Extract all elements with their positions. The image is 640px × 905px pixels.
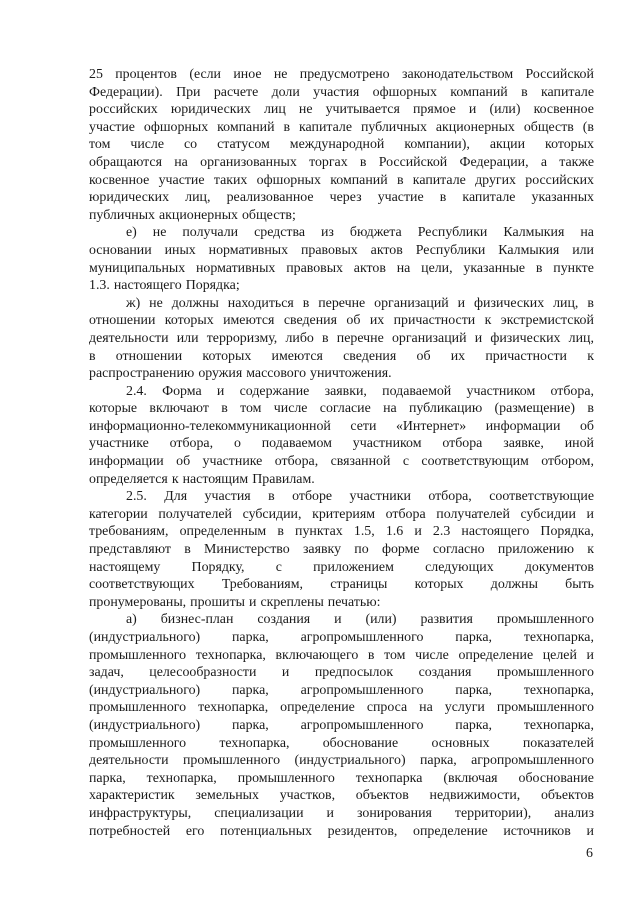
text-line: настоящему Порядку, с приложением следующих документов (89, 559, 594, 575)
text-line: 2.5. Для участия в отборе участники отбора, соответствующие (126, 489, 594, 505)
text-line: представляют в Министерство заявку по форме согласно приложению к (89, 542, 594, 558)
text-line: Федерации). При расчете доли участия офшорных компаний в капитале (89, 84, 594, 100)
text-line: том числе со статусом международной компании), акции которых (89, 137, 594, 153)
text-line: (индустриального) парка, агропромышленного парка, технопарка, (89, 630, 594, 645)
text-line: обращаются на организованных торгах в Российской Федерации, а также (89, 154, 594, 170)
text-line: 1.3. настоящего Порядка; (89, 278, 240, 294)
text-line: муниципальных нормативных правовых актов на цели, указанные в пункте (89, 260, 594, 276)
text-line: пронумерованы, прошиты и скреплены печатью: (89, 594, 381, 610)
text-line: определяется к настоящим Правилам. (89, 471, 315, 487)
text-line: соответствующих Требованиям, страницы которых должны быть (89, 577, 594, 593)
text-line: задач, целесообразности и предпосылок создания промышленного (89, 665, 594, 681)
text-line: а) бизнес-план создания и (или) развития промышленного (126, 612, 594, 628)
text-line: участнике отбора, о подаваемом участником отбора заявке, иной (89, 436, 594, 452)
text-line: требованиям, определенным в пунктах 1.5, 1.6 и 2.3 настоящего Порядка, (89, 524, 594, 540)
page-number: 6 (586, 846, 593, 861)
text-line: информации об участнике отбора, связанной с соответствующим отбором, (89, 454, 594, 470)
text-line: характеристик земельных участков, объектов недвижимости, объектов (89, 788, 594, 804)
text-line: деятельности или терроризму, либо в перечне организаций и физических лиц, (89, 330, 594, 346)
text-line: 2.4. Форма и содержание заявки, подаваемой участником отбора, (126, 383, 594, 399)
text-line: российских юридических лиц не учитывается прямое и (или) косвенное (89, 102, 594, 118)
text-line: публичных акционерных обществ; (89, 207, 296, 223)
text-line: основании иных нормативных правовых актов Республики Калмыкия или (89, 242, 594, 258)
text-line: е) не получали средства из бюджета Республики Калмыкия на (126, 225, 594, 241)
text-line: промышленного технопарка, обоснование основных показателей (89, 735, 594, 751)
text-line: промышленного технопарка, включающего в том числе определение целей и (89, 647, 594, 663)
document-body (89, 66, 594, 840)
text-line: категории получателей субсидии, критериям отбора получателей субсидии и (89, 506, 594, 522)
text-line: инфраструктуры, специализации и зонирования территории), анализ (89, 805, 594, 821)
text-line: промышленного технопарка, определение спроса на услуги промышленного (89, 700, 594, 716)
text-line: участие офшорных компаний в капитале публичных акционерных обществ (в (89, 119, 594, 135)
text-line: информационно-телекоммуникационной сети «Интернет» информации об (89, 418, 594, 434)
text-line: которые включают в том числе согласие на публикацию (размещение) в (89, 401, 594, 417)
text-line: деятельности промышленного (индустриального) парка, агропромышленного (89, 753, 594, 769)
text-line: потребностей его потенциальных резидентов, определение источников и (89, 823, 594, 839)
text-line: (индустриального) парка, агропромышленного парка, технопарка, (89, 682, 594, 698)
text-line: (индустриального) парка, агропромышленного парка, технопарка, (89, 717, 594, 733)
text-line: юридических лиц, реализованное через участие в капитале указанных (89, 190, 594, 206)
text-line: распространению оружия массового уничтожения. (89, 366, 392, 382)
text-line: ж) не должны находиться в перечне организаций и физических лиц, в (126, 295, 594, 311)
text-line: парка, технопарка, промышленного технопарка (включая обоснование (89, 770, 594, 786)
text-line: косвенное участие таких офшорных компаний в капитале других российских (89, 172, 594, 188)
text-line: 25 процентов (если иное не предусмотрено законодательством Российской (89, 67, 594, 82)
text-line: в отношении которых имеются сведения об их причастности к (89, 348, 594, 364)
text-line: отношении которых имеются сведения об их причастности к экстремистской (89, 313, 594, 329)
